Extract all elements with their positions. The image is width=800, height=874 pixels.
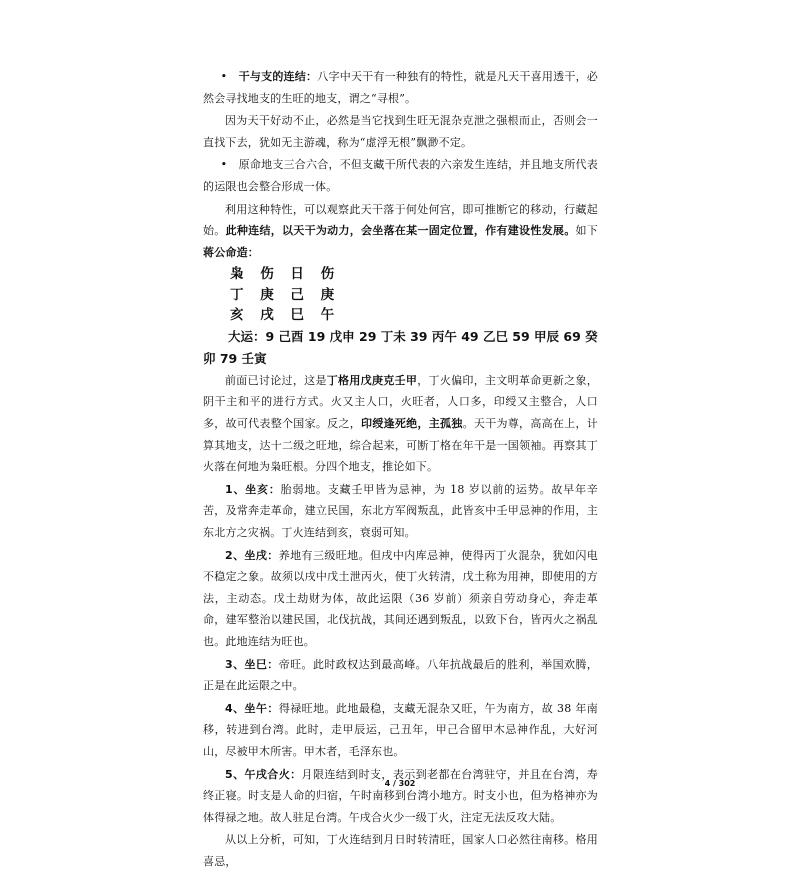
paragraph-restless-stem: 因为天干好动不止，必然是当它找到生旺无混杂克泄之强根而止，否则会一直找下去，犹如无主游魂，称为“虚浮无根”飘渺不定。 (203, 114, 598, 149)
paragraph-usage (203, 199, 598, 264)
bold-text: 印绶逢死绝，主孤独 (361, 417, 463, 431)
section-zuo-si (203, 654, 598, 697)
section-zuo-hai (203, 479, 598, 544)
paragraph-text: 原命地支三合六合，不但支藏干所代表的六亲发生连结，并且地支所代表的运限也会整合形成一体。 (203, 158, 598, 193)
section-wu-xu-he-huo (203, 764, 598, 829)
paragraph-text: 得禄旺地。此地最稳，支藏无混杂又旺，午为南方，故 38 年南移，转进到台湾。此时，走甲辰运，己丑年，甲己合留甲木忌神作乱，大好河山，尽被甲木所害。甲木者，毛泽东也。 (203, 701, 598, 758)
section-zuo-xu (203, 545, 598, 653)
paragraph-text: 月限连结到时支，表示到老都在台湾驻守，并且在台湾，寿终正寝。时支是人命的归宿，午时南移到台湾小地方。时支小也，但为格神亦为体得禄之地。故人驻足台湾。午戌合火少一级丁火，注定无法反攻大陆。 (203, 767, 598, 824)
paragraph-text: 八字中天干有一种独有的特性，就是凡天干喜用透干，必然会寻找地支的生旺的地支，谓之“寻根”。 (203, 70, 598, 105)
bold-heading: 干与支的连结： (238, 70, 318, 83)
paragraph-text: 胎弱地。支藏壬甲皆为忌神，为 18 岁以前的运势。故早年辛苦，及常奔走革命，建立民国，东北方军阀叛乱，此皆亥中壬甲忌神的作用，主东北方之灾祸。丁火连结到亥，衰弱可知。 (203, 482, 598, 539)
bullet-icon: • (220, 158, 228, 172)
section-heading: 1、坐亥： (225, 482, 281, 496)
paragraph-text: 前面已讨论过，这是 (225, 373, 327, 387)
paragraph-text: 养地有三级旺地。但戌中内库忌神，使得丙丁火混杂，犹如闪电不稳定之象。故须以戌中戊土泄丙火，使丁火转清，戊土称为用神，即使用的方法，主动态。戊土劫财为体，故此运限（36 岁前）须亲自劳动身心，奔走革命，建军整治以建民国，北伐抗战，其间还遇到叛乱，以致下台，皆丙火之祸乱也。此地连结为旺也。 (203, 548, 598, 648)
luck-pillars: 大运：9 己酉 19 戊申 29 丁未 39 丙午 49 乙巳 59 甲辰 69 癸卯 79 壬寅 (203, 328, 598, 366)
bazi-row-branches: 亥 戌 巳 午 (230, 307, 341, 324)
bold-text: 此种连结，以天干为动力，会坐落在某一固定位置，作有建设性发展。 (225, 224, 576, 238)
paragraph-text: 利用这种特性，可以观察此天干落于何处何宫，即可推断它的移动，行藏起始。 (203, 202, 598, 238)
paragraph-conclusion: 从以上分析，可知，丁火连结到月日时转清旺，国家人口必然往南移。格用喜忌， (203, 833, 598, 868)
section-zuo-wu (203, 698, 598, 763)
section-heading: 3、坐巳： (225, 657, 279, 671)
bazi-row-stems: 丁 庚 己 庚 (230, 286, 341, 303)
paragraph-text: ，丁火偏印，主文明革命更新之象，阴干主和平的进行方式。火又主人口，火旺者，人口多，印绶又主整合，人口多，故可代表整个国家。反之， (203, 373, 598, 431)
bazi-row-shishen: 枭 伤 日 伤 (230, 266, 341, 283)
section-heading: 5、午戌合火： (225, 767, 302, 781)
paragraph-analysis (203, 370, 598, 478)
bullet-icon: • (220, 70, 228, 83)
page-number: 4 / 302 (384, 779, 416, 788)
section-heading: 2、坐戌： (225, 548, 279, 562)
paragraph-text: 帝旺。此时政权达到最高峰。八年抗战最后的胜利，举国欢腾，正是在此运限之中。 (203, 657, 598, 693)
paragraph-stem-branch (203, 66, 598, 109)
page-body (203, 66, 598, 874)
bold-text: 丁格用戊庚克壬甲 (326, 373, 418, 387)
paragraph-text: 如下 (575, 224, 598, 238)
paragraph-combination (203, 154, 598, 197)
bold-text: 蒋公命造： (203, 245, 259, 259)
paragraph-text: 。天干为尊，高高在上，计算其地支，达十二级之旺地，综合起来，可断丁格在年干是一国领袖。再察其丁火落在何地为枭旺根。分四个地支，推论如下。 (203, 417, 598, 474)
section-heading: 4、坐午： (225, 701, 279, 715)
